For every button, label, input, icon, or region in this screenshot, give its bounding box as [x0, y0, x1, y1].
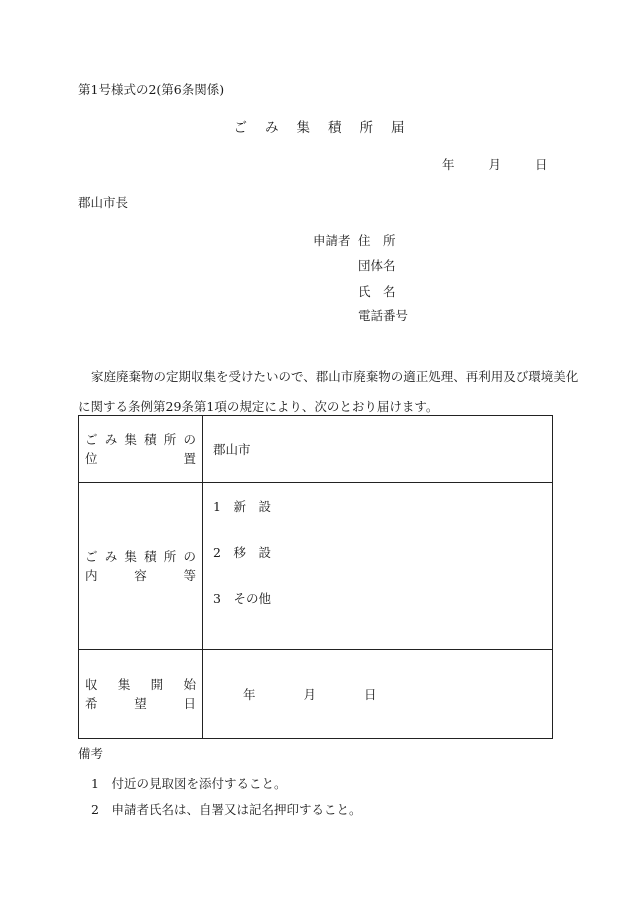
- content-label: [79, 483, 203, 650]
- content-row: [79, 483, 553, 650]
- location-value: 郡山市: [203, 416, 553, 483]
- label-char: 置: [183, 451, 196, 466]
- label-char: の: [183, 549, 196, 564]
- label-char: 等: [183, 568, 196, 583]
- option-other: 3 その他: [213, 591, 271, 606]
- label-char: 希: [85, 696, 98, 711]
- addressee: 郡山市長: [78, 195, 129, 210]
- label-char: 望: [134, 696, 147, 711]
- location-row: [79, 416, 553, 483]
- application-table: [78, 415, 553, 739]
- label-char: 所: [163, 549, 177, 564]
- start-date-label: [79, 650, 203, 739]
- form-reference: 第1号様式の2(第6条関係): [78, 82, 225, 97]
- label-char: 内: [85, 568, 98, 583]
- label-char: 集: [124, 432, 137, 447]
- content-options: [203, 483, 553, 650]
- label-char: 日: [183, 696, 196, 711]
- label-char: ご: [85, 432, 98, 447]
- location-label: [79, 416, 203, 483]
- start-date-row: [79, 650, 553, 739]
- label-char: の: [183, 432, 196, 447]
- option-new: 1 新 設: [213, 499, 271, 514]
- label-char: み: [104, 432, 118, 447]
- document-title: ごみ集積所届: [233, 120, 423, 136]
- notes-title: 備考: [78, 746, 104, 761]
- label-char: 所: [163, 432, 177, 447]
- start-day: 日: [363, 687, 377, 702]
- label-char: 始: [183, 677, 196, 692]
- label-char: 収: [85, 677, 98, 692]
- note-item: 2 申請者氏名は、自署又は記名押印すること。: [91, 802, 362, 817]
- label-char: 積: [144, 549, 157, 564]
- start-date-value: [203, 650, 553, 739]
- label-char: 積: [144, 432, 157, 447]
- applicant-label: 申請者: [313, 233, 351, 248]
- applicant-group-label: 団体名: [358, 258, 396, 273]
- date-year: 年: [442, 157, 455, 172]
- label-char: 位: [85, 451, 98, 466]
- body-text-line1: 家庭廃棄物の定期収集を受けたいので、郡山市廃棄物の適正処理、再利用及び環境美化: [91, 369, 579, 384]
- date-day: 日: [534, 157, 548, 172]
- applicant-address-label: 住 所: [358, 233, 396, 248]
- label-char: 容: [134, 568, 147, 583]
- submission-date: [442, 155, 547, 173]
- label-char: み: [104, 549, 118, 564]
- label-char: 集: [124, 549, 137, 564]
- label-char: ご: [85, 549, 98, 564]
- label-char: 集: [117, 677, 131, 692]
- label-char: 開: [150, 677, 164, 692]
- body-text-line2: に関する条例第29条第1項の規定により、次のとおり届けます。: [78, 399, 439, 414]
- note-item: 1 付近の見取図を添付すること。: [91, 776, 287, 791]
- option-relocate: 2 移 設: [213, 545, 271, 560]
- applicant-phone-label: 電話番号: [358, 308, 409, 323]
- start-year: 年: [243, 687, 256, 702]
- applicant-name-label: 氏 名: [358, 284, 396, 299]
- date-month: 月: [488, 157, 501, 172]
- start-month: 月: [303, 687, 316, 702]
